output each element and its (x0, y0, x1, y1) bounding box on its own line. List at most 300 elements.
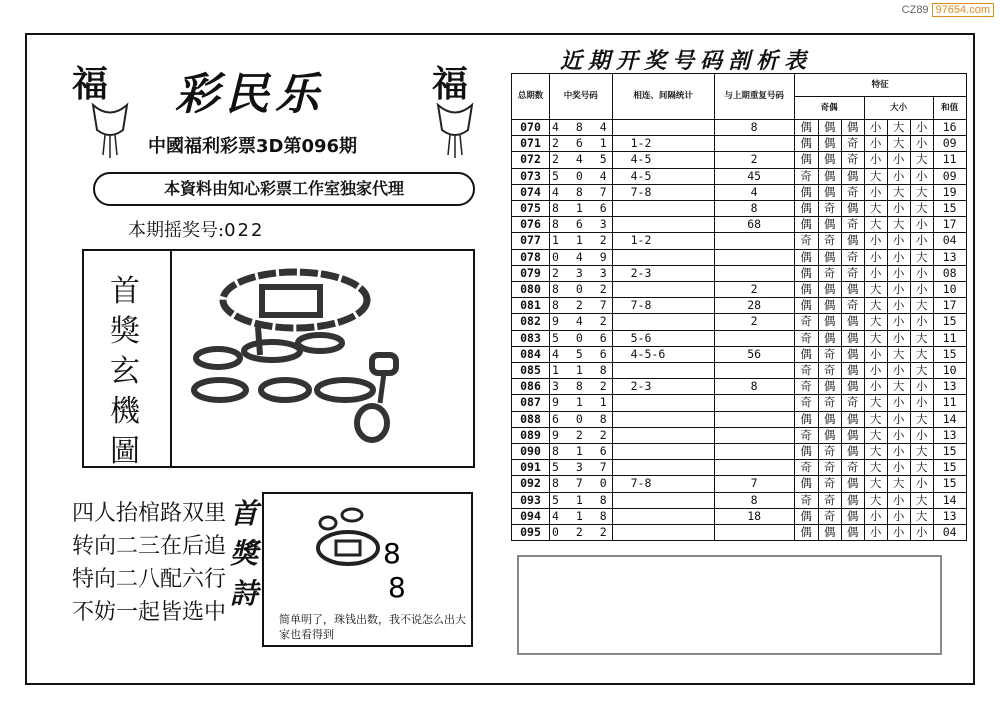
big-small-cell: 大 (864, 492, 887, 508)
big-small-cell: 大 (887, 476, 910, 492)
big-small-cell: 大 (910, 249, 933, 265)
repeat-cell: 8 (714, 201, 794, 217)
period-cell: 080 (512, 282, 550, 298)
adjacent-cell (612, 217, 714, 233)
big-small-cell: 小 (887, 330, 910, 346)
period-cell: 091 (512, 460, 550, 476)
period-cell: 079 (512, 265, 550, 281)
sum-cell: 11 (933, 330, 966, 346)
sum-cell: 09 (933, 168, 966, 184)
big-small-cell: 大 (864, 330, 887, 346)
adjacent-cell: 1-2 (612, 233, 714, 249)
odd-even-cell: 偶 (841, 492, 864, 508)
winning-number-cell: 5 0 4 (550, 168, 613, 184)
table-row (512, 395, 967, 411)
adjacent-cell: 4-5 (612, 168, 714, 184)
winning-number-cell: 9 1 1 (550, 395, 613, 411)
big-small-cell: 大 (887, 217, 910, 233)
sum-cell: 11 (933, 395, 966, 411)
winning-number-cell: 2 4 5 (550, 152, 613, 168)
table-row (512, 330, 967, 346)
big-small-cell: 小 (910, 168, 933, 184)
winning-number-cell: 4 5 6 (550, 346, 613, 362)
odd-even-cell: 奇 (794, 168, 818, 184)
table-row (512, 249, 967, 265)
winning-number-cell: 8 1 6 (550, 444, 613, 460)
odd-even-cell: 奇 (841, 249, 864, 265)
adjacent-cell: 7-8 (612, 298, 714, 314)
odd-even-cell: 偶 (841, 233, 864, 249)
period-cell: 076 (512, 217, 550, 233)
sum-cell: 04 (933, 233, 966, 249)
big-small-cell: 小 (864, 249, 887, 265)
big-small-cell: 小 (887, 411, 910, 427)
big-small-cell: 大 (910, 346, 933, 362)
odd-even-cell: 偶 (794, 508, 818, 524)
adjacent-cell (612, 395, 714, 411)
odd-even-cell: 偶 (841, 120, 864, 136)
table-row (512, 282, 967, 298)
adjacent-cell (612, 282, 714, 298)
odd-even-cell: 偶 (794, 346, 818, 362)
big-small-cell: 小 (887, 444, 910, 460)
sum-cell: 13 (933, 427, 966, 443)
big-small-cell: 大 (864, 476, 887, 492)
big-small-cell: 大 (887, 184, 910, 200)
big-small-cell: 大 (910, 152, 933, 168)
table-row (512, 120, 967, 136)
odd-even-cell: 奇 (818, 444, 841, 460)
winning-number-cell: 8 0 2 (550, 282, 613, 298)
repeat-cell: 7 (714, 476, 794, 492)
odd-even-cell: 奇 (818, 395, 841, 411)
period-cell: 081 (512, 298, 550, 314)
period-cell: 075 (512, 201, 550, 217)
table-row (512, 508, 967, 524)
repeat-cell (714, 444, 794, 460)
odd-even-cell: 偶 (818, 282, 841, 298)
poem-line: 转向二三在后追 (72, 534, 227, 559)
big-small-cell: 小 (910, 136, 933, 152)
big-small-cell: 小 (887, 298, 910, 314)
big-small-cell: 大 (864, 314, 887, 330)
odd-even-cell: 奇 (841, 298, 864, 314)
header-period: 总期数 (512, 74, 550, 120)
big-small-cell: 小 (910, 265, 933, 281)
odd-even-cell: 奇 (818, 201, 841, 217)
poem-digit: 8 (383, 537, 401, 570)
odd-even-cell: 奇 (818, 492, 841, 508)
big-small-cell: 小 (864, 525, 887, 541)
sum-cell: 17 (933, 298, 966, 314)
odd-even-cell: 偶 (818, 314, 841, 330)
table-row (512, 168, 967, 184)
odd-even-cell: 奇 (841, 217, 864, 233)
winning-number-cell: 5 1 8 (550, 492, 613, 508)
big-small-cell: 大 (887, 120, 910, 136)
draw-number: 022 (224, 220, 265, 241)
repeat-cell (714, 363, 794, 379)
odd-even-cell: 偶 (794, 476, 818, 492)
big-small-cell: 小 (864, 120, 887, 136)
repeat-cell (714, 411, 794, 427)
issue-subtitle: 中國福利彩票3D第096期 (148, 136, 358, 157)
odd-even-cell: 偶 (841, 346, 864, 362)
sum-cell: 15 (933, 460, 966, 476)
period-cell: 087 (512, 395, 550, 411)
big-small-cell: 大 (864, 298, 887, 314)
draw-analysis-table (511, 73, 967, 541)
table-row (512, 233, 967, 249)
adjacent-cell (612, 444, 714, 460)
odd-even-cell: 偶 (794, 411, 818, 427)
period-cell: 073 (512, 168, 550, 184)
odd-even-cell: 偶 (818, 184, 841, 200)
odd-even-cell: 偶 (841, 525, 864, 541)
big-small-cell: 大 (910, 298, 933, 314)
odd-even-cell: 奇 (841, 265, 864, 281)
big-small-cell: 小 (887, 314, 910, 330)
winning-number-cell: 4 1 8 (550, 508, 613, 524)
table-body (512, 120, 967, 541)
odd-even-cell: 偶 (794, 217, 818, 233)
big-small-cell: 大 (910, 363, 933, 379)
adjacent-cell (612, 427, 714, 443)
big-small-cell: 大 (910, 330, 933, 346)
odd-even-cell: 偶 (794, 201, 818, 217)
table-row (512, 379, 967, 395)
table-row (512, 217, 967, 233)
big-small-cell: 小 (887, 363, 910, 379)
winning-number-cell: 3 8 2 (550, 379, 613, 395)
poem-label: 首 獎 詩 (229, 497, 258, 610)
odd-even-cell: 奇 (841, 460, 864, 476)
big-small-cell: 小 (887, 492, 910, 508)
period-cell: 093 (512, 492, 550, 508)
odd-even-cell: 偶 (818, 249, 841, 265)
sum-cell: 13 (933, 379, 966, 395)
big-small-cell: 小 (887, 427, 910, 443)
period-cell: 077 (512, 233, 550, 249)
repeat-cell: 68 (714, 217, 794, 233)
period-cell: 074 (512, 184, 550, 200)
big-small-cell: 小 (887, 508, 910, 524)
period-cell: 078 (512, 249, 550, 265)
odd-even-cell: 偶 (841, 314, 864, 330)
big-small-cell: 小 (910, 427, 933, 443)
winning-number-cell: 5 0 6 (550, 330, 613, 346)
header-winning: 中奖号码 (550, 74, 613, 120)
odd-even-cell: 奇 (818, 233, 841, 249)
odd-even-cell: 奇 (841, 136, 864, 152)
big-small-cell: 大 (910, 460, 933, 476)
big-small-cell: 小 (887, 460, 910, 476)
odd-even-cell: 偶 (841, 444, 864, 460)
sum-cell: 19 (933, 184, 966, 200)
big-small-cell: 小 (864, 363, 887, 379)
repeat-cell (714, 136, 794, 152)
fu-character-right: 福 (432, 63, 469, 105)
repeat-cell: 45 (714, 168, 794, 184)
lantern-left-icon (85, 100, 135, 160)
odd-even-cell: 奇 (794, 460, 818, 476)
winning-number-cell: 0 4 9 (550, 249, 613, 265)
big-small-cell: 大 (864, 411, 887, 427)
sum-cell: 13 (933, 508, 966, 524)
winning-number-cell: 8 1 6 (550, 201, 613, 217)
big-small-cell: 小 (910, 217, 933, 233)
sum-cell: 15 (933, 314, 966, 330)
repeat-cell (714, 395, 794, 411)
poem-digit: 8 (388, 571, 406, 604)
table-title: 近期开奖号码剖析表 (560, 48, 813, 74)
big-small-cell: 小 (910, 282, 933, 298)
watermark-site: 97654.com (932, 3, 994, 17)
period-cell: 084 (512, 346, 550, 362)
odd-even-cell: 奇 (818, 265, 841, 281)
big-small-cell: 大 (864, 168, 887, 184)
repeat-cell: 4 (714, 184, 794, 200)
repeat-cell: 8 (714, 379, 794, 395)
table-row (512, 411, 967, 427)
big-small-cell: 大 (887, 346, 910, 362)
big-small-cell: 大 (864, 282, 887, 298)
adjacent-cell (612, 201, 714, 217)
repeat-cell: 8 (714, 120, 794, 136)
odd-even-cell: 偶 (794, 152, 818, 168)
odd-even-cell: 偶 (818, 411, 841, 427)
period-cell: 070 (512, 120, 550, 136)
odd-even-cell: 偶 (794, 298, 818, 314)
adjacent-cell (612, 508, 714, 524)
big-small-cell: 大 (910, 492, 933, 508)
big-small-cell: 小 (887, 201, 910, 217)
period-cell: 090 (512, 444, 550, 460)
odd-even-cell: 偶 (794, 525, 818, 541)
sum-cell: 16 (933, 120, 966, 136)
big-small-cell: 小 (887, 525, 910, 541)
period-cell: 095 (512, 525, 550, 541)
winning-number-cell: 4 8 4 (550, 120, 613, 136)
repeat-cell (714, 460, 794, 476)
odd-even-cell: 偶 (818, 427, 841, 443)
winning-number-cell: 0 2 2 (550, 525, 613, 541)
big-small-cell: 大 (910, 184, 933, 200)
sum-cell: 11 (933, 152, 966, 168)
odd-even-cell: 偶 (794, 265, 818, 281)
sum-cell: 10 (933, 363, 966, 379)
winning-number-cell: 4 8 7 (550, 184, 613, 200)
credit-banner: 本資料由知心彩票工作室独家代理 (93, 172, 475, 206)
winning-number-cell: 2 3 3 (550, 265, 613, 281)
big-small-cell: 小 (910, 314, 933, 330)
repeat-cell (714, 330, 794, 346)
big-small-cell: 小 (864, 184, 887, 200)
period-cell: 088 (512, 411, 550, 427)
winning-number-cell: 5 3 7 (550, 460, 613, 476)
odd-even-cell: 偶 (841, 330, 864, 346)
big-small-cell: 小 (864, 346, 887, 362)
prize-poem (72, 497, 226, 629)
repeat-cell: 2 (714, 314, 794, 330)
repeat-cell: 8 (714, 492, 794, 508)
winning-number-cell: 2 6 1 (550, 136, 613, 152)
adjacent-cell: 7-8 (612, 476, 714, 492)
odd-even-cell: 偶 (818, 152, 841, 168)
table-row (512, 314, 967, 330)
big-small-cell: 小 (887, 168, 910, 184)
winning-number-cell: 8 6 3 (550, 217, 613, 233)
adjacent-cell: 7-8 (612, 184, 714, 200)
draw-label: 本期摇奖号: (128, 220, 225, 241)
sum-cell: 09 (933, 136, 966, 152)
odd-even-cell: 偶 (818, 379, 841, 395)
adjacent-cell (612, 460, 714, 476)
odd-even-cell: 奇 (794, 379, 818, 395)
odd-even-cell: 偶 (841, 508, 864, 524)
odd-even-cell: 偶 (794, 136, 818, 152)
winning-number-cell: 1 1 8 (550, 363, 613, 379)
poem-line: 特向二八配六行 (72, 567, 227, 592)
odd-even-cell: 偶 (841, 379, 864, 395)
repeat-cell: 18 (714, 508, 794, 524)
odd-even-cell: 偶 (794, 120, 818, 136)
poem-line: 不妨一起皆选中 (72, 600, 227, 625)
repeat-cell (714, 265, 794, 281)
odd-even-cell: 偶 (841, 476, 864, 492)
odd-even-cell: 偶 (794, 282, 818, 298)
odd-even-cell: 偶 (794, 444, 818, 460)
period-cell: 071 (512, 136, 550, 152)
header-sum: 和值 (933, 97, 966, 120)
repeat-cell (714, 427, 794, 443)
header-big-small: 大小 (864, 97, 933, 120)
repeat-cell: 2 (714, 282, 794, 298)
repeat-cell: 2 (714, 152, 794, 168)
repeat-cell (714, 249, 794, 265)
big-small-cell: 小 (910, 476, 933, 492)
header-odd-even: 奇偶 (794, 97, 864, 120)
big-small-cell: 大 (864, 201, 887, 217)
odd-even-cell: 偶 (818, 525, 841, 541)
sum-cell: 15 (933, 476, 966, 492)
poem-line: 四人抬棺路双里 (72, 501, 227, 526)
big-small-cell: 小 (864, 136, 887, 152)
sum-cell: 14 (933, 492, 966, 508)
adjacent-cell: 5-6 (612, 330, 714, 346)
big-small-cell: 小 (864, 379, 887, 395)
table-row (512, 460, 967, 476)
odd-even-cell: 奇 (794, 363, 818, 379)
watermark-code: CZ89 (901, 4, 929, 16)
page-title: 彩民乐 (175, 69, 325, 120)
odd-even-cell: 奇 (841, 152, 864, 168)
odd-even-cell: 偶 (841, 363, 864, 379)
odd-even-cell: 偶 (818, 120, 841, 136)
period-cell: 086 (512, 379, 550, 395)
repeat-cell (714, 233, 794, 249)
adjacent-cell: 1-2 (612, 136, 714, 152)
adjacent-cell (612, 314, 714, 330)
odd-even-cell: 奇 (794, 314, 818, 330)
draw-number-line (128, 216, 264, 242)
odd-even-cell: 奇 (818, 508, 841, 524)
odd-even-cell: 偶 (841, 411, 864, 427)
mystery-chart-divider (170, 249, 172, 468)
sum-cell: 15 (933, 201, 966, 217)
sum-cell: 15 (933, 444, 966, 460)
watermark (902, 4, 994, 16)
adjacent-cell (612, 411, 714, 427)
table-row (512, 201, 967, 217)
adjacent-cell (612, 363, 714, 379)
sum-cell: 04 (933, 525, 966, 541)
notes-box (517, 555, 942, 655)
odd-even-cell: 奇 (794, 395, 818, 411)
big-small-cell: 大 (864, 427, 887, 443)
odd-even-cell: 偶 (818, 168, 841, 184)
adjacent-cell (612, 120, 714, 136)
odd-even-cell: 偶 (818, 136, 841, 152)
adjacent-cell: 4-5 (612, 152, 714, 168)
winning-number-cell: 9 2 2 (550, 427, 613, 443)
header-features: 特征 (794, 74, 966, 97)
mystery-chart-label: 首 獎 玄 機 圖 (110, 274, 140, 469)
adjacent-cell: 2-3 (612, 379, 714, 395)
odd-even-cell: 偶 (841, 282, 864, 298)
big-small-cell: 大 (864, 217, 887, 233)
odd-even-cell: 偶 (818, 330, 841, 346)
big-small-cell: 小 (910, 120, 933, 136)
odd-even-cell: 偶 (841, 201, 864, 217)
odd-even-cell: 奇 (818, 476, 841, 492)
big-small-cell: 小 (910, 379, 933, 395)
adjacent-cell: 2-3 (612, 265, 714, 281)
odd-even-cell: 奇 (794, 330, 818, 346)
table-row (512, 346, 967, 362)
header-adjacent: 相连、间隔统计 (612, 74, 714, 120)
big-small-cell: 大 (910, 508, 933, 524)
table-row (512, 152, 967, 168)
table-row (512, 427, 967, 443)
winning-number-cell: 6 0 8 (550, 411, 613, 427)
header-repeat: 与上期重复号码 (714, 74, 794, 120)
odd-even-cell: 奇 (841, 395, 864, 411)
big-small-cell: 小 (887, 233, 910, 249)
adjacent-cell: 4-5-6 (612, 346, 714, 362)
big-small-cell: 小 (864, 265, 887, 281)
winning-number-cell: 9 4 2 (550, 314, 613, 330)
big-small-cell: 小 (887, 395, 910, 411)
table-row (512, 265, 967, 281)
winning-number-cell: 8 7 0 (550, 476, 613, 492)
big-small-cell: 小 (910, 395, 933, 411)
adjacent-cell (612, 249, 714, 265)
period-cell: 089 (512, 427, 550, 443)
poem-coins-drawing (300, 505, 430, 605)
sum-cell: 14 (933, 411, 966, 427)
big-small-cell: 小 (887, 265, 910, 281)
odd-even-cell: 偶 (818, 298, 841, 314)
big-small-cell: 大 (887, 136, 910, 152)
table-row (512, 298, 967, 314)
odd-even-cell: 偶 (794, 249, 818, 265)
sum-cell: 15 (933, 346, 966, 362)
winning-number-cell: 1 1 2 (550, 233, 613, 249)
odd-even-cell: 偶 (841, 168, 864, 184)
odd-even-cell: 奇 (794, 492, 818, 508)
mystery-coins-drawing (180, 255, 470, 460)
